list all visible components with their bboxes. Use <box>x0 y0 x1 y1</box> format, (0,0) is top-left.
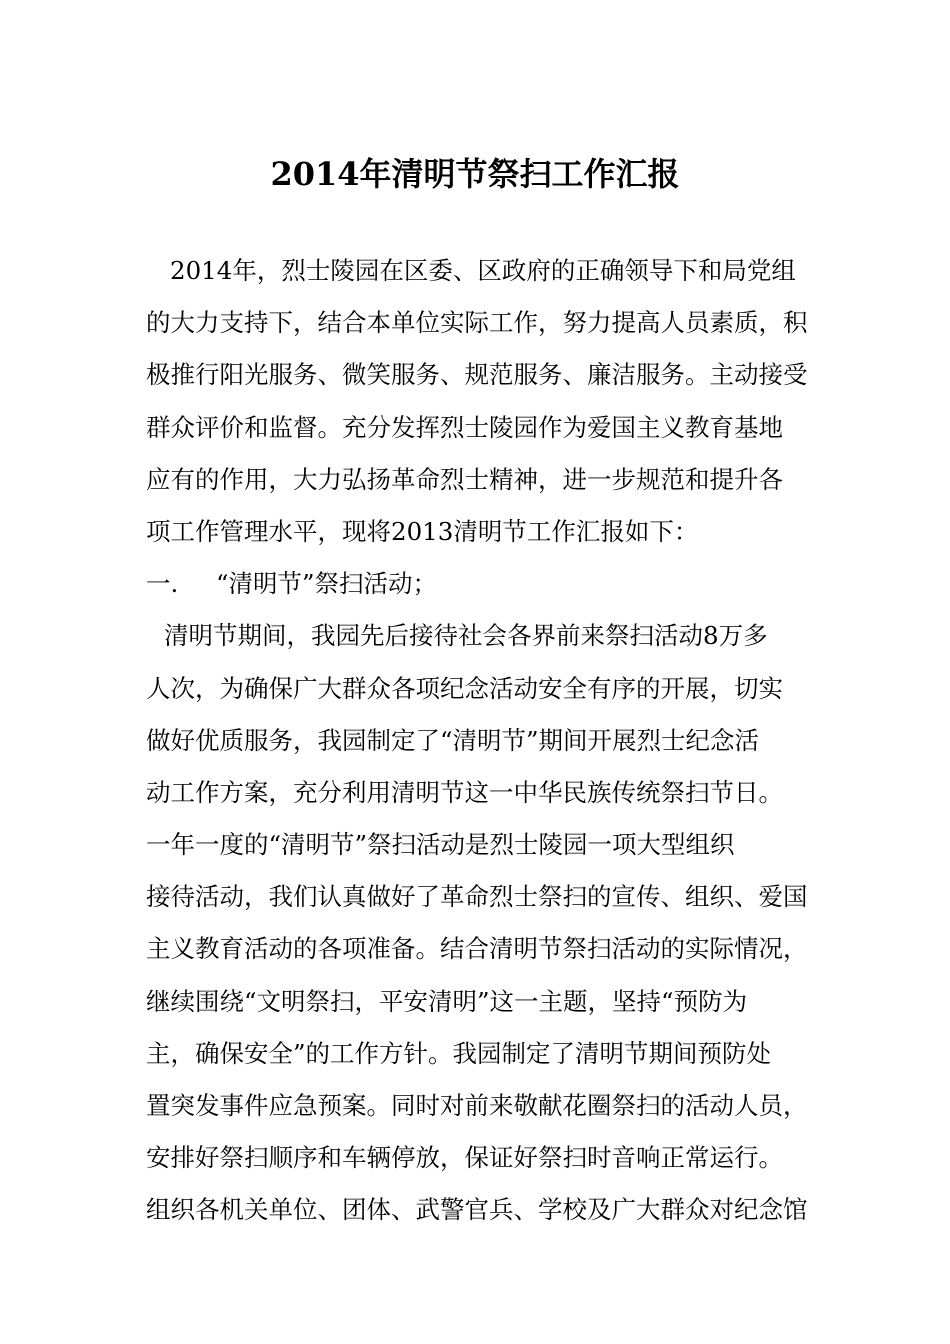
paragraph-line: 群众评价和监督。充分发挥烈士陵园作为爱国主义教育基地 <box>146 412 783 442</box>
paragraph-line: 接待活动，我们认真做好了革命烈士祭扫的宣传、组织、爱国 <box>146 882 808 912</box>
section-number: 一. <box>146 569 179 599</box>
section-heading <box>146 558 816 610</box>
paragraph-line: 置突发事件应急预案。同时对前来敬献花圈祭扫的活动人员， <box>146 1091 808 1120</box>
document-title: 2014年清明节祭扫工作汇报 <box>270 155 680 193</box>
paragraph-line: 项工作管理水平，现将2013清明节工作汇报如下： <box>146 516 699 546</box>
paragraph-line: 主义教育活动的各项准备。结合清明节祭扫活动的实际情况， <box>146 934 808 964</box>
paragraph-line: 做好优质服务，我园制定了“清明节”期间开展烈士纪念活 <box>146 725 760 755</box>
paragraph-line: 极推行阳光服务、微笑服务、规范服务、廉洁服务。主动接受 <box>146 360 808 390</box>
paragraph-line: 的大力支持下，结合本单位实际工作，努力提高人员素质，积 <box>146 308 808 338</box>
paragraph-line: 组织各机关单位、团体、武警官兵、学校及广大群众对纪念馆 <box>146 1195 808 1225</box>
paragraph-line: 动工作方案，充分利用清明节这一中华民族传统祭扫节日。 <box>146 777 783 807</box>
paragraph-line: 继续围绕“文明祭扫，平安清明”这一主题，坚持“预防为 <box>146 986 748 1016</box>
paragraph-line: 应有的作用，大力弘扬革命烈士精神，进一步规范和提升各 <box>146 464 783 494</box>
section-heading-text: “清明节”祭扫活动； <box>216 569 438 599</box>
document-body <box>146 245 816 1237</box>
paragraph-line: 一年一度的“清明节”祭扫活动是烈士陵园一项大型组织 <box>146 830 735 860</box>
paragraph-line: 2014年，烈士陵园在区委、区政府的正确领导下和局党组 <box>170 256 796 285</box>
paragraph-line: 安排好祭扫顺序和车辆停放，保证好祭扫时音响正常运行。 <box>146 1143 783 1173</box>
paragraph-line: 主，确保安全”的工作方针。我园制定了清明节期间预防处 <box>146 1038 772 1068</box>
paragraph-line: 人次，为确保广大群众各项纪念活动安全有序的开展，切实 <box>146 673 783 703</box>
paragraph-line: 清明节期间，我园先后接待社会各界前来祭扫活动8万多 <box>164 621 768 651</box>
